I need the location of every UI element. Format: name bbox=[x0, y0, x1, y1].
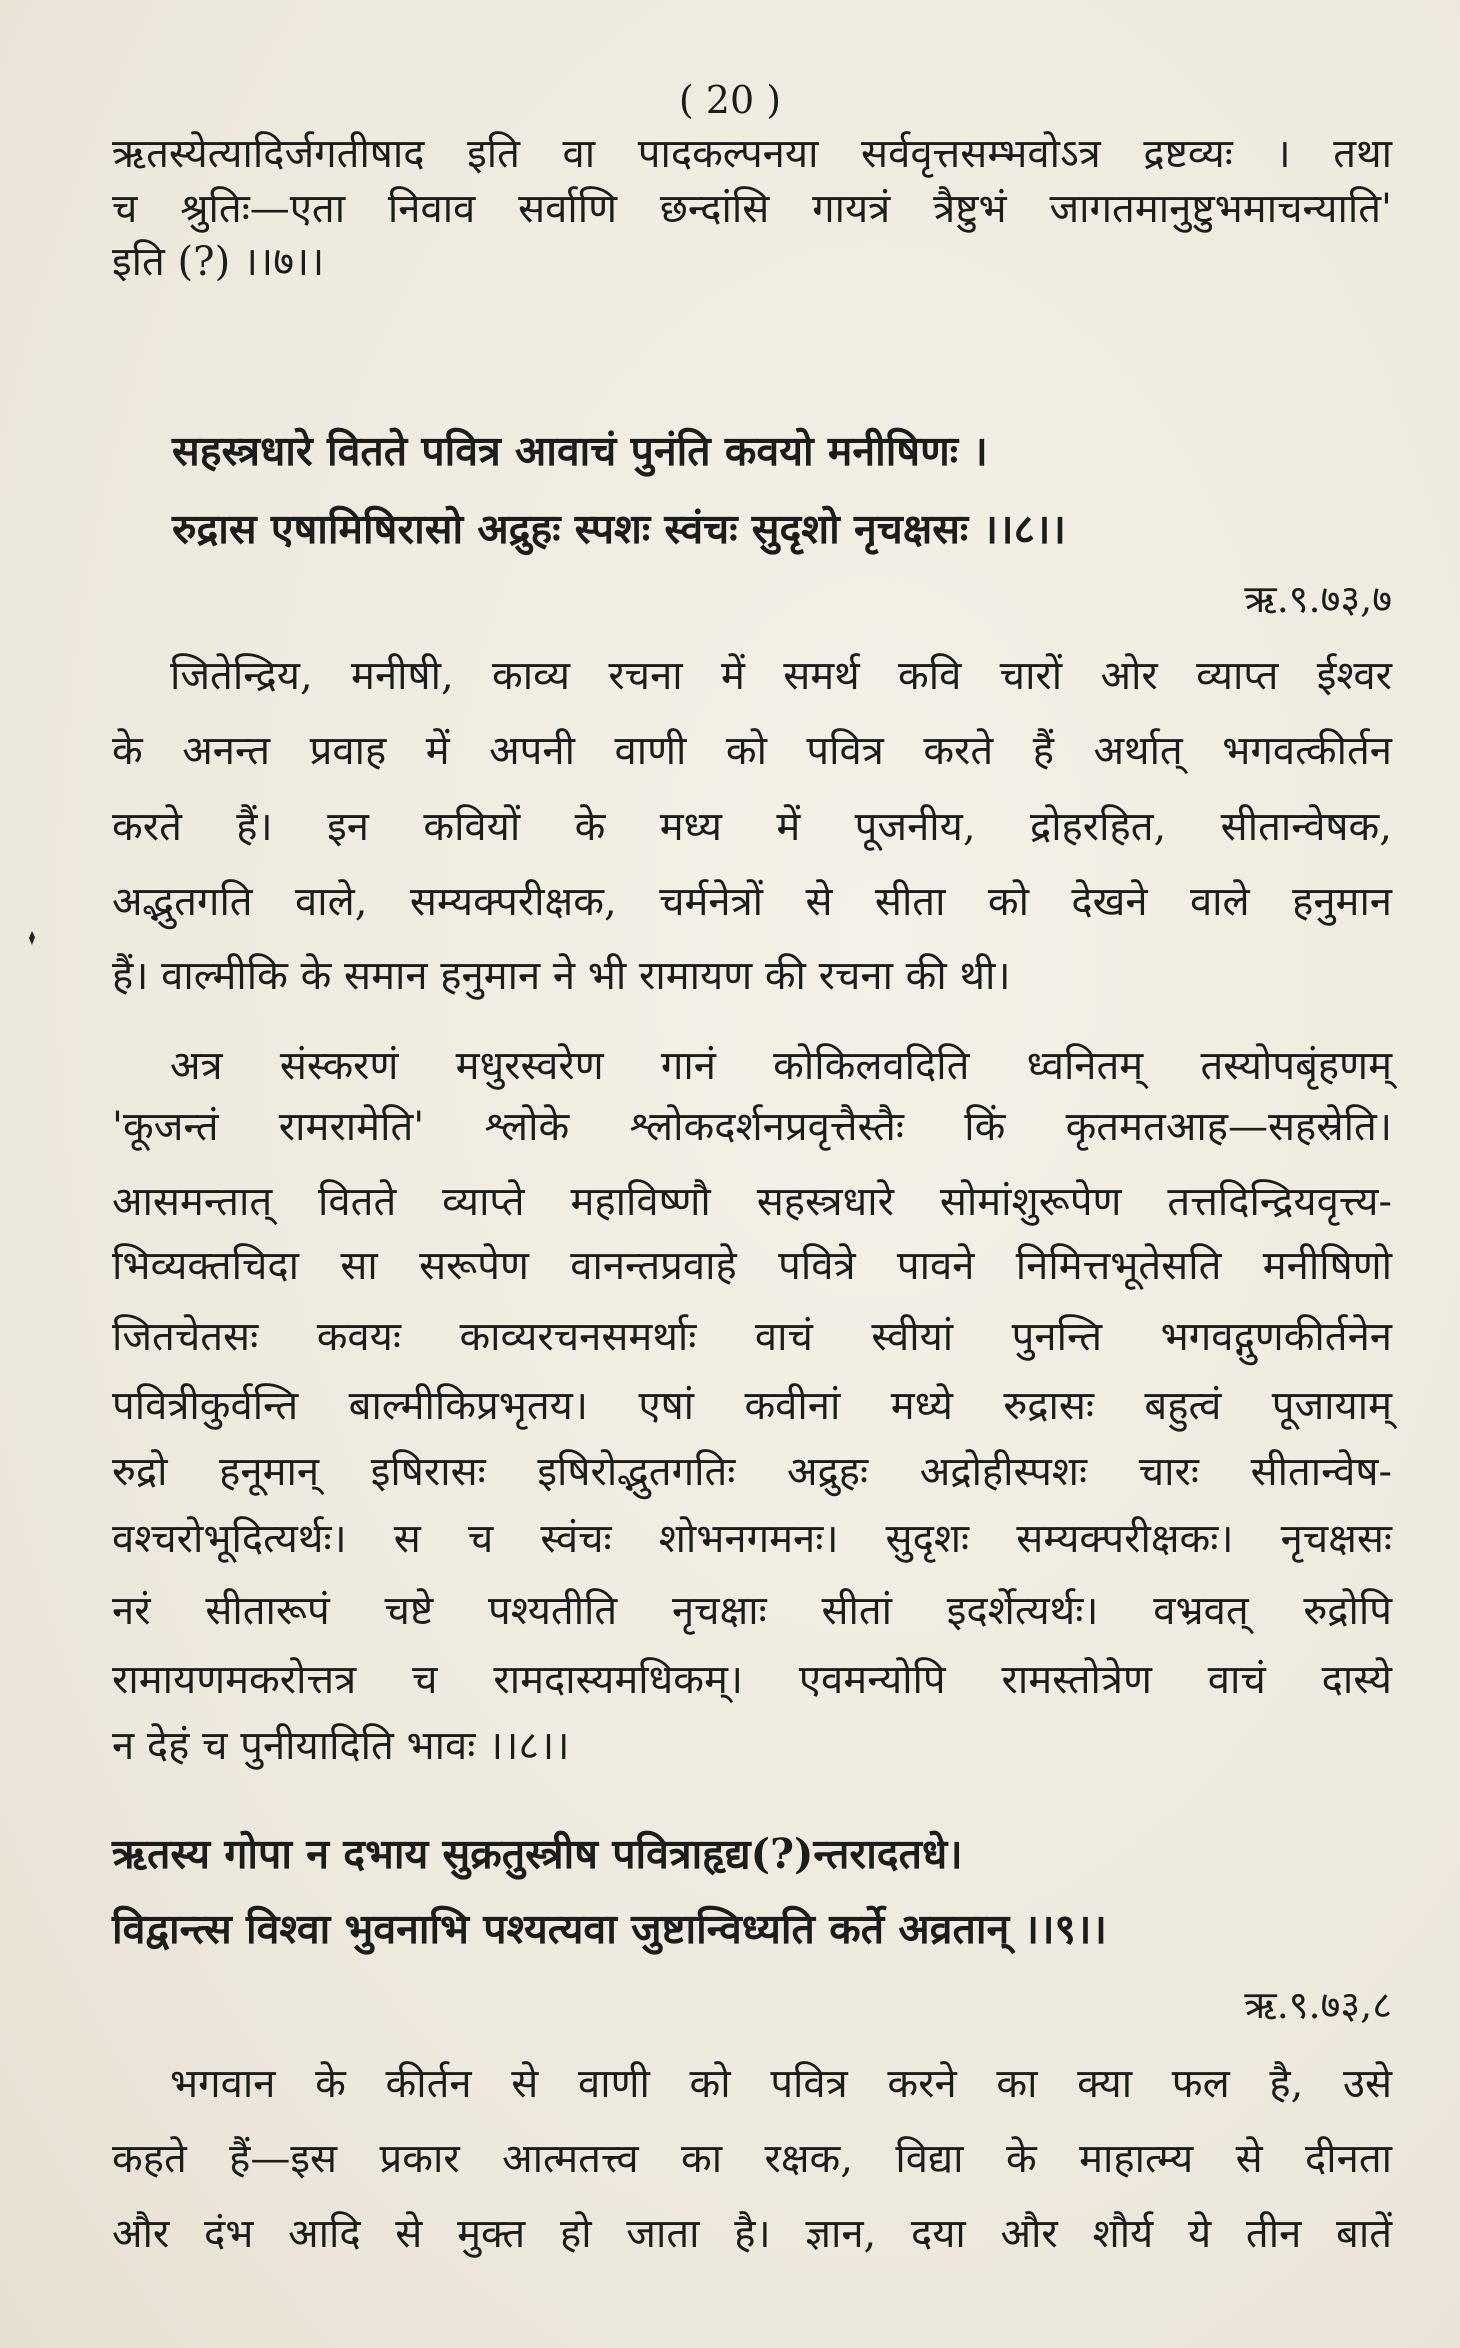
text-line: अत्र संस्करणं मधुरस्वरेण गानं कोकिलवदिति ध्वनितम् तस्योपबृंहणम् bbox=[170, 1043, 1392, 1089]
text-line: ऋतस्येत्यादिर्जगतीषाद इति वा पादकल्पनया सर्ववृत्तसम्भवोऽत्र द्रष्टव्यः । तथा bbox=[112, 131, 1392, 177]
text-line: नरं सीतारूपं चष्टे पश्यतीति नृचक्षाः सीतां इदर्शेत्यर्थः। वभ्रवत् रुद्रोपि bbox=[112, 1588, 1392, 1634]
verse-line: रुद्रास एषामिषिरासो अद्रुहः स्पशः स्वंचः सुदृशो नृचक्षसः ।।८।। bbox=[172, 505, 1066, 553]
ink-mark bbox=[26, 930, 38, 946]
verse-line: सहस्त्रधारे वितते पवित्र आवाचं पुनंति कवयो मनीषिणः । bbox=[172, 427, 988, 475]
text-line: भिव्यक्तचिदा सा सरूपेण वानन्तप्रवाहे पवित्रे पावने निमित्तभूतेसति मनीषिणो bbox=[112, 1243, 1392, 1289]
text-line: रुद्रो हनूमान् इषिरासः इषिरोद्भुतगतिः अद्रुहः अद्रोहीस्पशः चारः सीतान्वेष- bbox=[112, 1449, 1392, 1495]
page-number: ( 20 ) bbox=[678, 78, 782, 122]
text-line: 'कूजन्तं रामरामेति' श्लोके श्लोकदर्शनप्रवृत्तैस्तैः किं कृतमतआह—सहस्रेति। bbox=[112, 1104, 1392, 1150]
text-line: इति (?) ।।७।। bbox=[112, 239, 325, 285]
text-line: भगवान के कीर्तन से वाणी को पवित्र करने का क्या फल है, उसे bbox=[170, 2061, 1392, 2107]
text-line: अद्भुतगति वाले, सम्यक्परीक्षक, चर्मनेत्रों से सीता को देखने वाले हनुमान bbox=[112, 879, 1392, 925]
verse-reference: ऋ.९.७३,८ bbox=[1244, 1983, 1392, 2027]
text-line: हैं। वाल्मीकि के समान हनुमान ने भी रामायण की रचना की थी। bbox=[112, 953, 1011, 999]
text-line: न देहं च पुनीयादिति भावः ।।८।। bbox=[112, 1723, 570, 1769]
text-line: जितचेतसः कवयः काव्यरचनसमर्थाः वाचं स्वीयां पुनन्ति भगवद्गुणकीर्तनेन bbox=[112, 1314, 1392, 1360]
text-line: आसमन्तात् वितते व्याप्ते महाविष्णौ सहस्त्रधारे सोमांशुरूपेण तत्तदिन्द्रियवृत्त्य- bbox=[112, 1179, 1392, 1225]
text-line: रामायणमकरोत्तत्र च रामदास्यमधिकम्। एवमन्योपि रामस्तोत्रेण वाचं दास्ये bbox=[112, 1657, 1392, 1703]
text-line: के अनन्त प्रवाह में अपनी वाणी को पवित्र करते हैं अर्थात् भगवत्कीर्तन bbox=[112, 728, 1392, 774]
text-line: पवित्रीकुर्वन्ति बाल्मीकिप्रभृतय। एषां कवीनां मध्ये रुद्रासः बहुत्वं पूजायाम् bbox=[112, 1383, 1392, 1429]
text-line: कहते हैं—इस प्रकार आत्मतत्त्व का रक्षक, विद्या के माहात्म्य से दीनता bbox=[112, 2136, 1392, 2182]
text-line: करते हैं। इन कवियों के मध्य में पूजनीय, द्रोहरहित, सीतान्वेषक, bbox=[112, 804, 1392, 850]
text-line: जितेन्द्रिय, मनीषी, काव्य रचना में समर्थ कवि चारों ओर व्याप्त ईश्वर bbox=[170, 653, 1392, 699]
text-line: वश्चरोभूदित्यर्थः। स च स्वंचः शोभनगमनः। सुदृशः सम्यक्परीक्षकः। नृचक्षसः bbox=[112, 1516, 1392, 1562]
verse-reference: ऋ.९.७३,७ bbox=[1244, 577, 1392, 621]
verse-line: ऋतस्य गोपा न दभाय सुक्रतुस्त्रीष पवित्राहृद्य(?)न्तरादतधे। bbox=[112, 1830, 963, 1878]
text-line: च श्रुतिः—एता निवाव सर्वाणि छन्दांसि गायत्रं त्रैष्टुभं जागतमानुष्टुभमाचन्याति' bbox=[112, 186, 1392, 232]
verse-line: विद्वान्त्स विश्वा भुवनाभि पश्यत्यवा जुष्टान्विध्यति कर्ते अव्रतान् ।।९।। bbox=[112, 1905, 1107, 1953]
text-line: और दंभ आदि से मुक्त हो जाता है। ज्ञान, दया और शौर्य ये तीन बातें bbox=[112, 2211, 1392, 2257]
